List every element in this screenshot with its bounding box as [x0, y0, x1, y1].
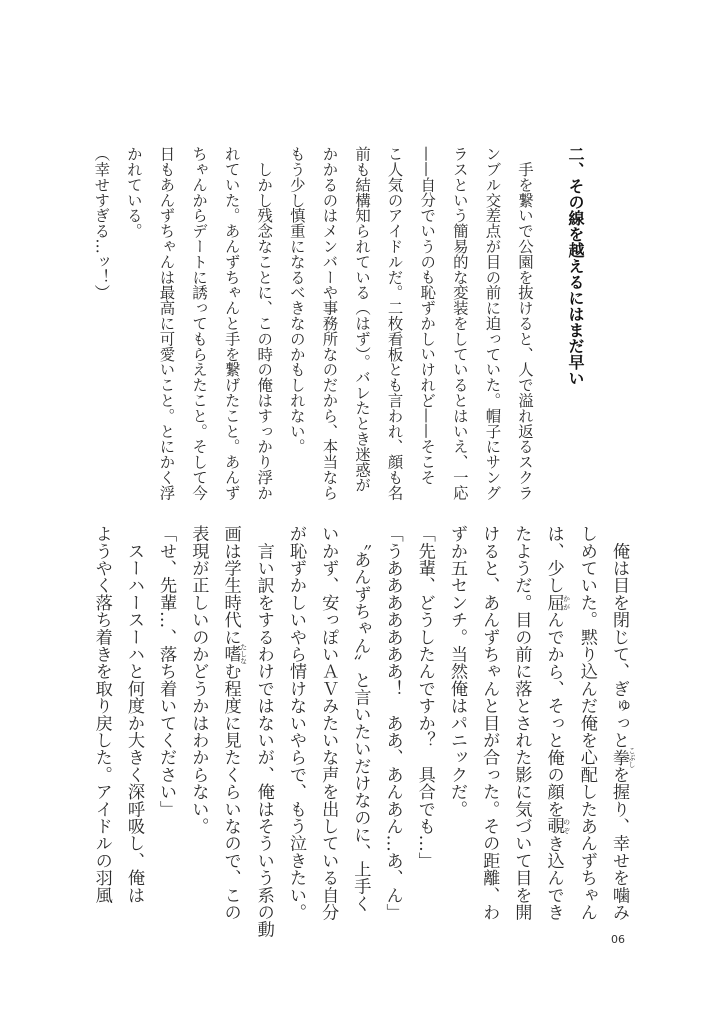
text-line — [118, 525, 150, 935]
text-segment: スーハースーハと何度か大きく深呼吸し、俺は — [123, 525, 144, 904]
text-line — [441, 525, 473, 935]
text-line — [476, 146, 509, 511]
text-line — [150, 525, 182, 935]
page-number: 06 — [611, 933, 625, 946]
text-segment: が恥ずかしいやら情けないやらで、もう泣きたい。 — [285, 525, 306, 921]
text-line — [86, 525, 118, 935]
text-line — [411, 146, 444, 511]
text-segment: んでから、そっと俺の顔を — [543, 611, 564, 818]
ruby-base: 覗 — [543, 817, 564, 835]
text-segment: 表現が正しいのかどうかはわからない。 — [188, 525, 209, 835]
ruby-annotated-word — [543, 817, 571, 835]
text-line — [603, 525, 636, 935]
text-line — [280, 525, 312, 935]
text-line — [409, 525, 441, 935]
text-segment: れていた。あんずちゃんと手を繋げたこと。あんず — [222, 146, 241, 501]
text-segment: は、少し — [543, 525, 564, 594]
text-segment: （幸せすぎる…ッ！） — [92, 146, 111, 300]
text-segment: ——自分でいうのも恥ずかしいけれど——そこそ — [418, 146, 437, 485]
text-segment: ようやく落ち着きを取り戻した。アイドルの羽風 — [91, 525, 112, 904]
text-segment: き込んでき — [543, 834, 564, 921]
upper-text-block — [85, 146, 541, 511]
text-segment: もう少し慎重になるべきなのかもしれない。 — [287, 146, 306, 454]
ruby-base: 屈 — [543, 593, 564, 612]
text-segment: 「せ、先輩…、落ち着いてください」 — [156, 525, 177, 818]
text-line — [537, 525, 570, 935]
lower-text-block — [86, 525, 636, 938]
text-line — [344, 525, 376, 935]
text-segment: 「うあああああああ！ ああ、あんあん…あ、ん」 — [382, 525, 403, 921]
text-line — [214, 525, 247, 935]
ruby-annotated-word — [609, 746, 636, 768]
text-segment: 前も結構知られている（はず）。バレたとき迷惑が — [353, 146, 372, 493]
text-line — [248, 146, 281, 511]
text-segment: む程度に見たくらいなので、この — [220, 662, 241, 921]
ruby-reading: たしな — [239, 643, 248, 665]
text-segment: しめていた。黙り込んだ俺を心配したあんずちゃん — [576, 525, 597, 921]
text-line — [378, 146, 411, 511]
text-segment: ちゃんからデートに誘ってもらえたこと。そして今 — [190, 146, 209, 501]
text-segment: ンブル交差点が目の前に迫っていた。帽子にサング — [483, 146, 502, 501]
chapter-title: 二、その線を越えるにはまだ早い — [566, 146, 585, 386]
ruby-reading: のぞ — [562, 817, 571, 835]
text-line — [182, 525, 214, 935]
ruby-reading: こぶし — [628, 746, 636, 768]
ruby-annotated-word — [543, 593, 571, 612]
text-segment: ずか五センチ。当然俺はパニックだ。 — [446, 525, 467, 818]
text-line — [215, 146, 248, 511]
text-segment: かかるのはメンバーや事務所なのだから、本当なら — [320, 146, 339, 501]
text-segment: 俺は目を閉じて、ぎゅっと — [609, 525, 629, 749]
ruby-base: 拳 — [609, 746, 629, 768]
text-line — [85, 146, 118, 511]
text-line — [473, 525, 505, 935]
text-segment: 画は学生時代に — [220, 525, 241, 646]
text-line — [508, 146, 541, 511]
text-segment: たようだ。目の前に落とされた影に気づいて目を開 — [511, 525, 532, 921]
ruby-annotated-word — [220, 643, 248, 665]
text-line — [376, 525, 408, 935]
text-line — [280, 146, 313, 511]
text-segment: 〝あんずちゃん〟と言いたいだけなのに、上手く — [350, 525, 371, 912]
text-segment: けると、あんずちゃんと目が合った。その距離、わ — [479, 525, 500, 921]
text-line — [505, 525, 537, 935]
text-line — [443, 146, 476, 511]
text-line — [312, 525, 344, 935]
text-segment: 手を繋いで公園を抜けると、人で溢れ返るスクラ — [516, 146, 534, 501]
ruby-reading: かが — [562, 593, 571, 612]
text-line — [571, 525, 603, 935]
text-segment: ラスという簡易的な変装をしているとはいえ、一応 — [450, 146, 469, 501]
text-line — [117, 146, 150, 511]
text-segment: いかず、安っぽいＡＶみたいな声を出している自分 — [318, 525, 339, 921]
text-line — [182, 146, 215, 511]
text-segment: 「先輩、どうしたんですか？ 具合でも…」 — [414, 525, 435, 869]
text-segment: を握り、幸せを噛み — [609, 765, 629, 921]
text-line — [150, 146, 183, 511]
text-segment: かれている。 — [124, 146, 143, 239]
text-line — [313, 146, 346, 511]
ruby-base: 嗜 — [220, 643, 241, 665]
text-segment: しかし残念なことに、この時の俺はすっかり浮か — [255, 146, 274, 501]
text-segment: こ人気のアイドルだ。二枚看板とも言われ、顔も名 — [385, 146, 404, 501]
text-segment: 日もあんずちゃんは最高に可愛いこと。とにかく浮 — [157, 146, 176, 501]
text-segment: 言い訳をするわけではないが、俺はそういう系の動 — [253, 525, 274, 938]
text-line — [248, 525, 280, 938]
text-line — [345, 146, 378, 511]
